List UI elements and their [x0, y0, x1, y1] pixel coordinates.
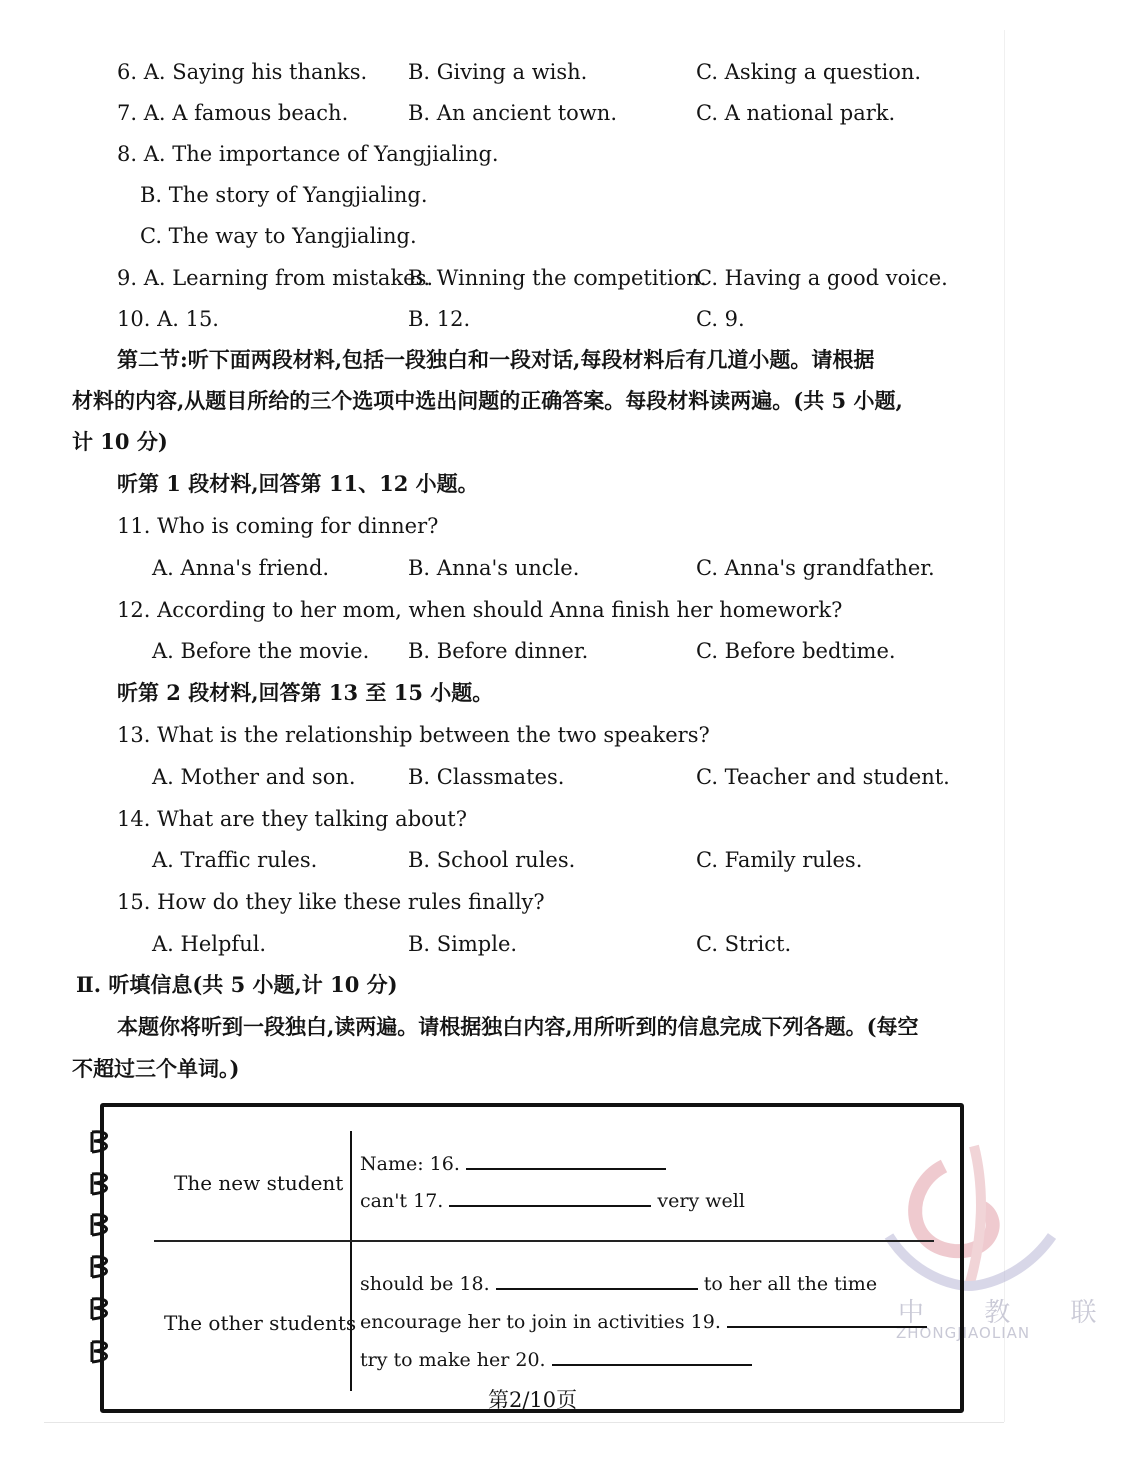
q7-option-a: 7. A. A famous beach.	[117, 101, 349, 125]
blank-20-line	[360, 1346, 752, 1373]
q15-stem: 15. How do they like these rules finally?	[117, 890, 545, 914]
blank-16[interactable]	[466, 1150, 666, 1170]
q13-option-a: A. Mother and son.	[152, 765, 356, 789]
q12-stem: 12. According to her mom, when should Anna finish her homework?	[117, 598, 843, 622]
q12-option-b: B. Before dinner.	[408, 639, 589, 663]
blank-17-suffix: very well	[657, 1190, 745, 1212]
page-number: 第2/10页	[488, 1388, 578, 1412]
q11-option-b: B. Anna's uncle.	[408, 556, 580, 580]
section2-intro: 材料的内容,从题目所给的三个选项中选出问题的正确答案。每段材料读两遍。(共 5 小题,	[72, 388, 903, 413]
blank-18-line	[360, 1270, 877, 1297]
q13-stem: 13. What is the relationship between the two speakers?	[117, 723, 710, 747]
blank-20[interactable]	[552, 1346, 752, 1366]
row-label-other-students: The other students	[164, 1311, 357, 1335]
watermark-text: 中 教 联	[898, 1298, 1123, 1328]
blank-17[interactable]	[449, 1187, 651, 1207]
q13-option-b: B. Classmates.	[408, 765, 565, 789]
q15-option-a: A. Helpful.	[152, 932, 267, 956]
q12-option-a: A. Before the movie.	[152, 639, 370, 663]
material1-heading: 听第 1 段材料,回答第 11、12 小题。	[117, 471, 479, 496]
q14-option-a: A. Traffic rules.	[152, 848, 318, 872]
q15-option-b: B. Simple.	[408, 932, 518, 956]
notebook-ring-icon	[88, 1338, 116, 1364]
q15-option-c: C. Strict.	[696, 932, 792, 956]
notebook-ring-icon	[88, 1253, 116, 1279]
notebook-ring-icon	[88, 1128, 116, 1154]
table-divider	[350, 1131, 352, 1391]
notebook-ring-icon	[88, 1295, 116, 1321]
table-divider	[154, 1240, 934, 1242]
blank-16-line	[360, 1150, 666, 1177]
q9-option-b: B. Winning the competition.	[408, 266, 707, 290]
blank-17-label: can't 17.	[360, 1190, 444, 1212]
q13-option-c: C. Teacher and student.	[696, 765, 950, 789]
q6-option-a: 6. A. Saying his thanks.	[117, 60, 368, 84]
blank-19[interactable]	[727, 1308, 927, 1328]
watermark-text: ZHONGJIAOLIAN	[896, 1324, 1031, 1342]
q8-option-a: 8. A. The importance of Yangjialing.	[117, 142, 499, 166]
q10-option-b: B. 12.	[408, 307, 471, 331]
q10-option-a: 10. A. 15.	[117, 307, 219, 331]
part2-instructions: 本题你将听到一段独白,读两遍。请根据独白内容,用所听到的信息完成下列各题。(每空	[117, 1014, 919, 1039]
section2-intro: 第二节:听下面两段材料,包括一段独白和一段对话,每段材料后有几道小题。请根据	[117, 347, 875, 372]
material2-heading: 听第 2 段材料,回答第 13 至 15 小题。	[117, 680, 494, 705]
q14-stem: 14. What are they talking about?	[117, 807, 467, 831]
blank-16-label: Name: 16.	[360, 1153, 460, 1175]
q6-option-c: C. Asking a question.	[696, 60, 922, 84]
q12-option-c: C. Before bedtime.	[696, 639, 896, 663]
blank-18[interactable]	[496, 1270, 698, 1290]
page-edge	[44, 1422, 1004, 1423]
notebook-ring-icon	[88, 1211, 116, 1237]
q11-option-a: A. Anna's friend.	[152, 556, 330, 580]
q11-stem: 11. Who is coming for dinner?	[117, 514, 439, 538]
section2-intro: 计 10 分)	[72, 429, 168, 454]
q7-option-c: C. A national park.	[696, 101, 896, 125]
q6-option-b: B. Giving a wish.	[408, 60, 588, 84]
blank-18-suffix: to her all the time	[703, 1273, 878, 1295]
q14-option-b: B. School rules.	[408, 848, 576, 872]
blank-17-line	[360, 1187, 745, 1214]
row-label-new-student: The new student	[174, 1171, 344, 1195]
blank-20-label: try to make her 20.	[360, 1349, 546, 1371]
q11-option-c: C. Anna's grandfather.	[696, 556, 935, 580]
q7-option-b: B. An ancient town.	[408, 101, 617, 125]
part2-heading: Ⅱ. 听填信息(共 5 小题,计 10 分)	[76, 972, 398, 997]
blank-18-label: should be 18.	[360, 1273, 490, 1295]
q8-option-b: B. The story of Yangjialing.	[140, 183, 428, 207]
q14-option-c: C. Family rules.	[696, 848, 863, 872]
info-table	[100, 1103, 964, 1413]
part2-instructions: 不超过三个单词。)	[72, 1056, 240, 1081]
blank-19-line	[360, 1308, 927, 1335]
blank-19-label: encourage her to join in activities 19.	[360, 1311, 721, 1333]
notebook-ring-icon	[88, 1170, 116, 1196]
q8-option-c: C. The way to Yangjialing.	[140, 224, 417, 248]
q10-option-c: C. 9.	[696, 307, 745, 331]
q9-option-a: 9. A. Learning from mistakes.	[117, 266, 434, 290]
q9-option-c: C. Having a good voice.	[696, 266, 948, 290]
